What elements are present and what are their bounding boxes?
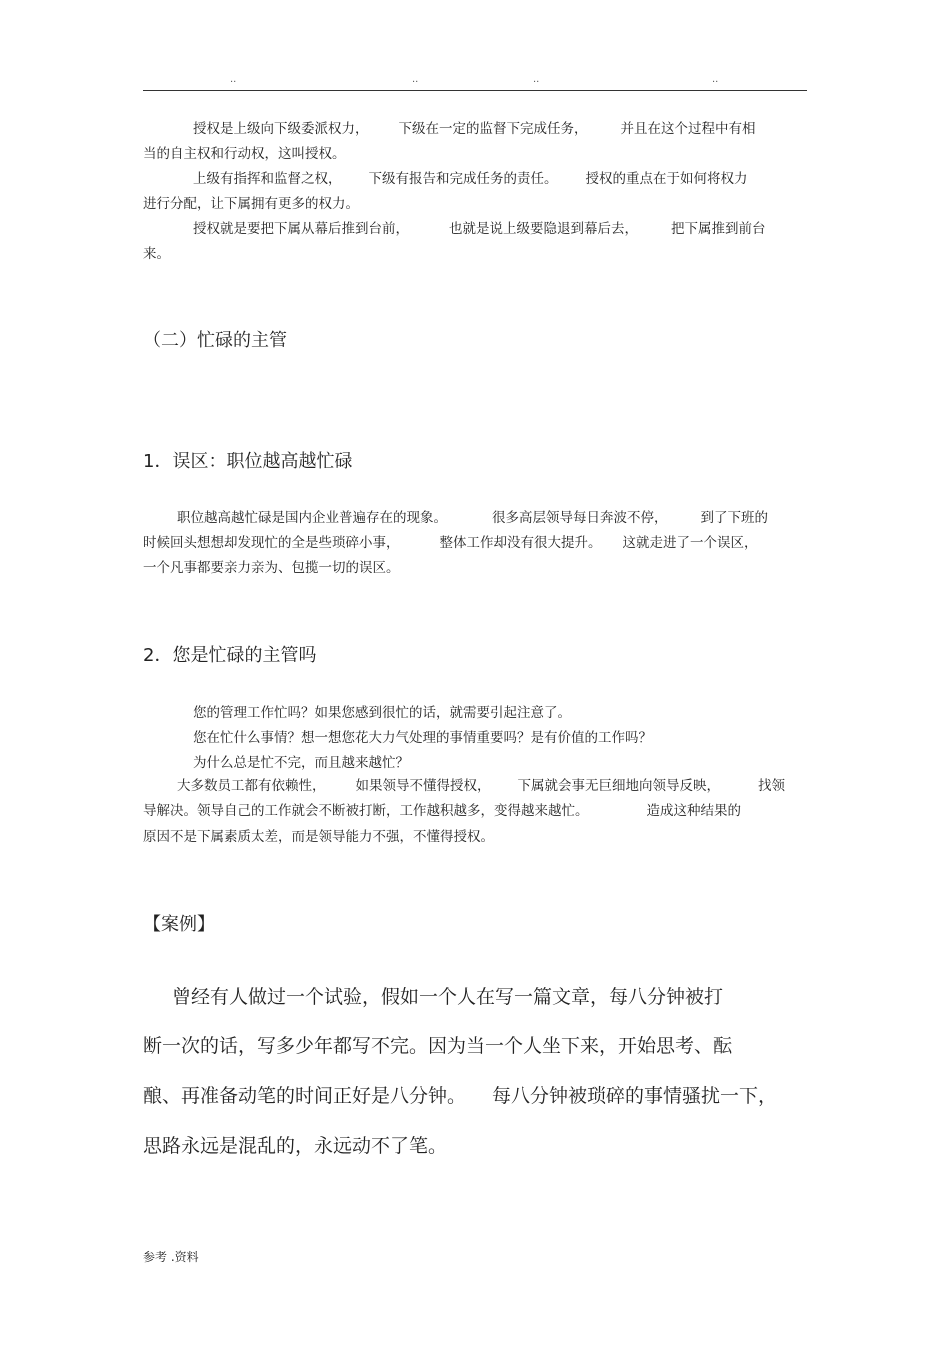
question-2: 您在忙什么事情？想一想您花大力气处理的事情重要吗？是有价值的工作吗？: [193, 730, 652, 746]
sub1-line-2: [143, 531, 758, 556]
case-line-1: 曾经有人做过一个试验，假如一个人在写一篇文章，每八分钟被打: [172, 986, 724, 1008]
auth-line-3: [193, 167, 748, 192]
case-title: 【案例】: [143, 914, 215, 935]
text-segment: 造成这种结果的: [646, 803, 741, 819]
text-segment: 到了下班的: [700, 510, 768, 526]
text-segment: 也就是说上级要隐退到幕后去，: [449, 221, 638, 237]
auth-line-2: 当的自主权和行动权，这叫授权。: [143, 146, 346, 162]
subsection-1-title: 1．误区：职位越高越忙碌: [143, 451, 353, 472]
sub2-line-3: 原因不是下属素质太差，而是领导能力不强，不懂得授权。: [143, 829, 494, 845]
text-segment: 时候回头想想却发现忙的全是些琐碎小事，: [143, 535, 400, 551]
text-segment: 下级有报告和完成任务的责任。: [368, 171, 558, 187]
text-segment: 把下属推到前台: [671, 221, 766, 237]
text-segment: 导解决。领导自己的工作就会不断被打断，工作越积越多，变得越来越忙。: [143, 803, 589, 819]
auth-line-6: 来。: [143, 246, 170, 262]
text-segment: 酿、再准备动笔的时间正好是八分钟。: [143, 1085, 467, 1107]
header-dot-4: ..: [712, 74, 719, 85]
page-footer: 参考 .资料: [143, 1250, 199, 1264]
sub2-line-2: [143, 799, 741, 824]
question-3: 为什么总是忙不完，而且越来越忙？: [193, 755, 409, 771]
sub1-line-1: [177, 506, 768, 531]
text-segment: 授权是上级向下级委派权力，: [193, 121, 369, 137]
text-segment: 授权的重点在于如何将权力: [585, 171, 748, 187]
text-segment: 下属就会事无巨细地向领导反映，: [517, 778, 720, 794]
header-dot-3: ..: [533, 74, 540, 85]
case-line-4: 思路永远是混乱的，永远动不了笔。: [143, 1135, 448, 1157]
auth-line-5: [193, 217, 766, 242]
header-dot-1: ..: [230, 74, 237, 85]
text-segment: 找领: [758, 778, 785, 794]
sub1-line-3: 一个凡事都要亲力亲为、包揽一切的误区。: [143, 560, 400, 576]
header-dot-2: ..: [412, 74, 419, 85]
text-segment: 每八分钟被琐碎的事情骚扰一下，: [492, 1085, 778, 1107]
text-segment: 上级有指挥和监督之权，: [193, 171, 342, 187]
sub2-line-1: [177, 774, 785, 799]
auth-line-4: 进行分配，让下属拥有更多的权力。: [143, 196, 359, 212]
section-title: （二）忙碌的主管: [143, 330, 287, 351]
text-segment: 下级在一定的监督下完成任务，: [398, 121, 588, 137]
text-segment: 职位越高越忙碌是国内企业普遍存在的现象。: [177, 510, 447, 526]
text-segment: 大多数员工都有依赖性，: [177, 778, 326, 794]
question-1: 您的管理工作忙吗？如果您感到很忙的话，就需要引起注意了。: [193, 705, 571, 721]
text-segment: 整体工作却没有很大提升。: [439, 535, 602, 551]
text-segment: 如果领导不懂得授权，: [355, 778, 491, 794]
auth-line-1: [193, 117, 756, 142]
subsection-2-title: 2．您是忙碌的主管吗: [143, 645, 317, 666]
header-rule: [143, 90, 807, 91]
case-line-3: [143, 1081, 777, 1108]
case-line-2: 断一次的话，写多少年都写不完。因为当一个人坐下来，开始思考、酝: [143, 1035, 733, 1057]
text-segment: 授权就是要把下属从幕后推到台前，: [193, 221, 409, 237]
text-segment: 并且在这个过程中有相: [620, 121, 756, 137]
text-segment: 这就走进了一个误区，: [622, 535, 758, 551]
text-segment: 很多高层领导每日奔波不停，: [492, 510, 668, 526]
